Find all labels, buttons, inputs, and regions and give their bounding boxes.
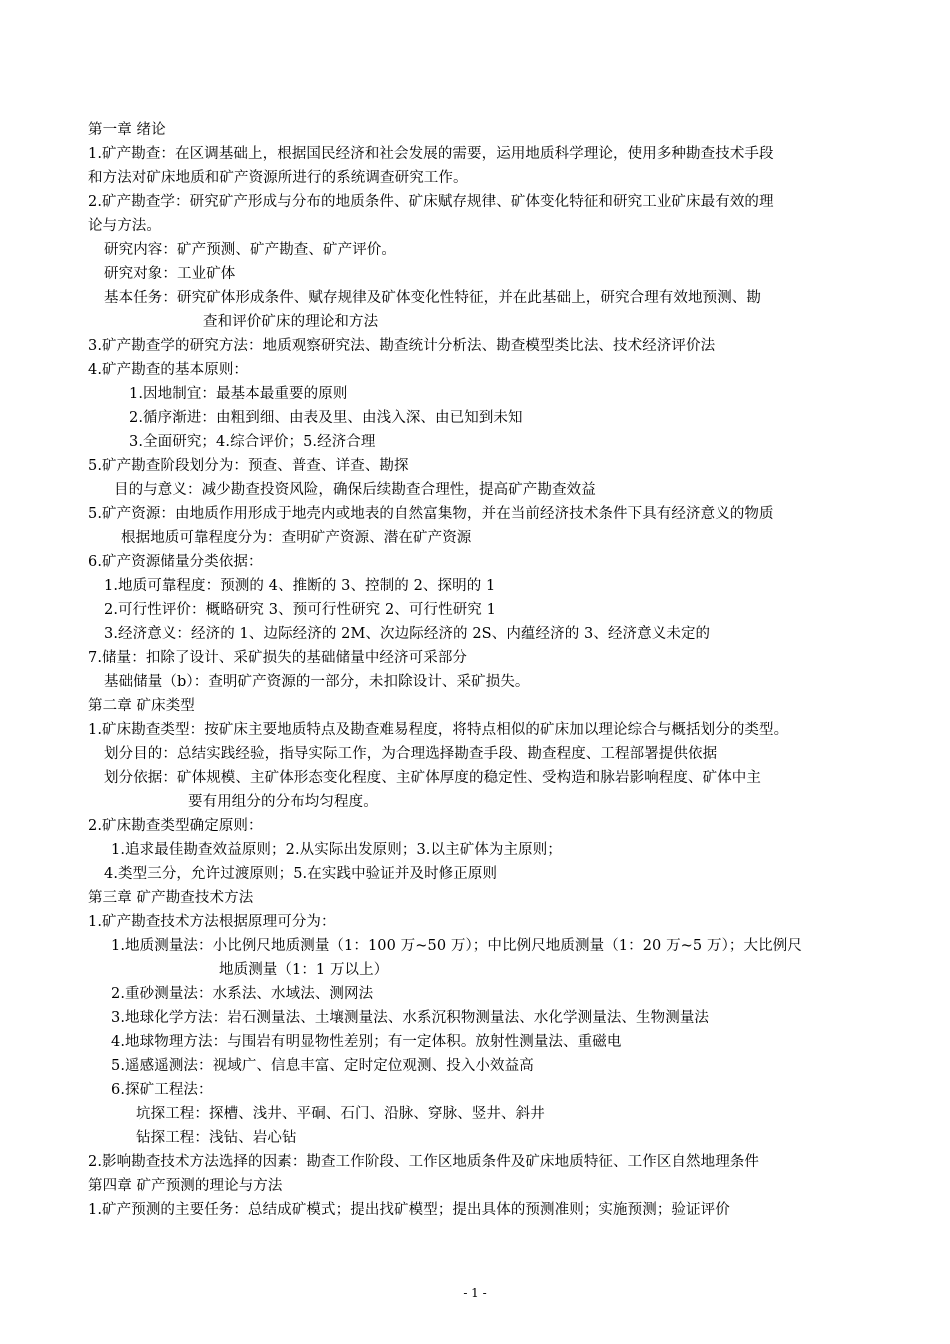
text-line: 钻探工程：浅钻、岩心钻	[136, 1130, 297, 1146]
text-line: 论与方法。	[88, 218, 161, 234]
text-line: 6.探矿工程法：	[111, 1082, 213, 1098]
text-line: 基本任务：研究矿体形成条件、赋存规律及矿体变化性特征，并在此基础上，研究合理有效地预测、勘	[104, 290, 761, 306]
text-line: 1.矿床勘查类型：按矿床主要地质特点及勘查难易程度，将特点相似的矿床加以理论综合与概括划分的类型。	[88, 722, 789, 738]
text-line: 4.类型三分，允许过渡原则；5.在实践中验证并及时修正原则	[104, 866, 498, 882]
text-line: 5.矿产资源：由地质作用形成于地壳内或地表的自然富集物，并在当前经济技术条件下具有经济意义的物质	[88, 506, 774, 522]
text-line: 1.矿产勘查技术方法根据原理可分为：	[88, 914, 336, 930]
text-line: 2.重砂测量法：水系法、水域法、测网法	[111, 986, 374, 1002]
text-line: 研究对象：工业矿体	[104, 266, 236, 282]
text-line: 2.可行性评价：概略研究 3、预可行性研究 2、可行性研究 1	[104, 602, 496, 618]
text-line: 地质测量（1：1 万以上）	[219, 962, 389, 978]
text-line: 4.矿产勘查的基本原则：	[88, 362, 249, 378]
chapter-1-heading: 第一章 绪论	[88, 122, 166, 138]
text-line: 目的与意义：减少勘查投资风险，确保后续勘查合理性，提高矿产勘查效益	[114, 482, 596, 498]
text-line: 5.遥感遥测法：视域广、信息丰富、定时定位观测、投入小效益高	[111, 1058, 534, 1074]
text-line: 基础储量（b）：查明矿产资源的一部分，未扣除设计、采矿损失。	[104, 674, 530, 690]
text-line: 3.地球化学方法：岩石测量法、土壤测量法、水系沉积物测量法、水化学测量法、生物测量法	[111, 1010, 710, 1026]
text-line: 2.矿产勘查学：研究矿产形成与分布的地质条件、矿床赋存规律、矿体变化特征和研究工业矿床最有效的理	[88, 194, 774, 210]
text-line: 2.影响勘查技术方法选择的因素：勘查工作阶段、工作区地质条件及矿床地质特征、工作区自然地理条件	[88, 1154, 760, 1170]
text-line: 根据地质可靠程度分为：查明矿产资源、潜在矿产资源	[121, 530, 472, 546]
chapter-2-heading: 第二章 矿床类型	[88, 698, 195, 714]
text-line: 2.矿床勘查类型确定原则：	[88, 818, 263, 834]
text-line: 4.地球物理方法：与围岩有明显物性差别；有一定体积。放射性测量法、重磁电	[111, 1034, 622, 1050]
text-line: 1.矿产勘查：在区调基础上，根据国民经济和社会发展的需要，运用地质科学理论，使用多种勘查技术手段	[88, 146, 774, 162]
text-line: 1.地质可靠程度：预测的 4、推断的 3、控制的 2、探明的 1	[104, 578, 496, 594]
chapter-4-heading: 第四章 矿产预测的理论与方法	[88, 1178, 283, 1194]
text-line: 和方法对矿床地质和矿产资源所进行的系统调查研究工作。	[88, 170, 468, 186]
text-line: 1.矿产预测的主要任务：总结成矿模式；提出找矿模型；提出具体的预测准则；实施预测；验证评价	[88, 1202, 730, 1218]
text-line: 3.矿产勘查学的研究方法：地质观察研究法、勘查统计分析法、勘查模型类比法、技术经济评价法	[88, 338, 716, 354]
text-line: 1.因地制宜：最基本最重要的原则	[129, 386, 348, 402]
text-line: 6.矿产资源储量分类依据：	[88, 554, 263, 570]
text-line: 7.储量：扣除了设计、采矿损失的基础储量中经济可采部分	[88, 650, 468, 666]
text-line: 3.经济意义：经济的 1、边际经济的 2M、次边际经济的 2S、内蕴经济的 3、经济意义未定的	[104, 626, 711, 642]
text-line: 划分依据：矿体规模、主矿体形态变化程度、主矿体厚度的稳定性、受构造和脉岩影响程度、矿体中主	[104, 770, 761, 786]
text-line: 3.全面研究；4.综合评价；5.经济合理	[129, 434, 376, 450]
text-line: 坑探工程：探槽、浅井、平硐、石门、沿脉、穿脉、竖井、斜井	[136, 1106, 545, 1122]
text-line: 1.地质测量法：小比例尺地质测量（1：100 万~50 万）；中比例尺地质测量（1：20 万~5 万）；大比例尺	[111, 938, 802, 954]
text-line: 研究内容：矿产预测、矿产勘查、矿产评价。	[104, 242, 396, 258]
chapter-3-heading: 第三章 矿产勘查技术方法	[88, 890, 254, 906]
text-line: 要有用组分的分布均匀程度。	[188, 794, 378, 810]
text-line: 查和评价矿床的理论和方法	[203, 314, 379, 330]
text-line: 5.矿产勘查阶段划分为：预查、普查、详查、勘探	[88, 458, 409, 474]
text-line: 划分目的：总结实践经验，指导实际工作，为合理选择勘查手段、勘查程度、工程部署提供依据	[104, 746, 718, 762]
text-line: 1.追求最佳勘查效益原则；2.从实际出发原则；3.以主矿体为主原则；	[111, 842, 562, 858]
text-line: 2.循序渐进：由粗到细、由表及里、由浅入深、由已知到未知	[129, 410, 523, 426]
page-number: - 1 -	[463, 1286, 487, 1300]
